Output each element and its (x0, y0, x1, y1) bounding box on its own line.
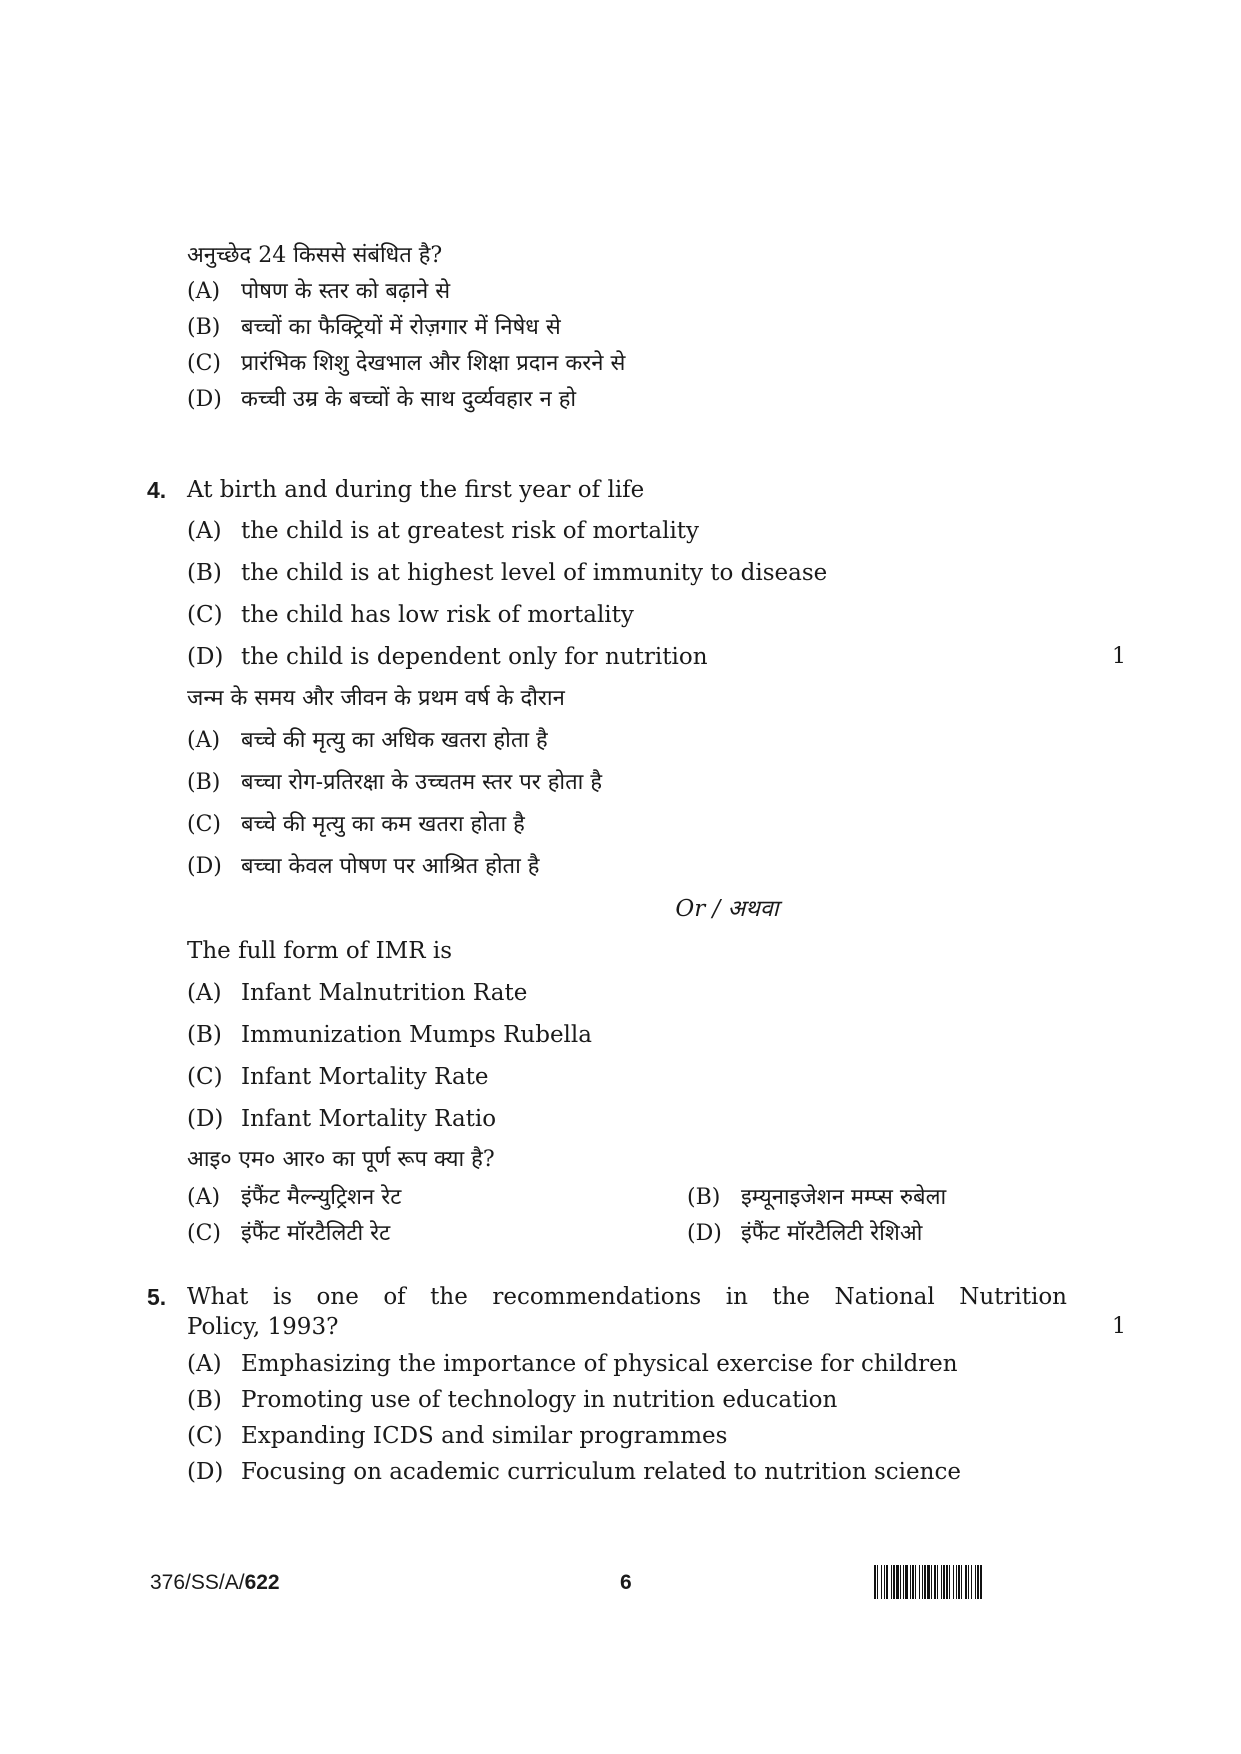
q4-hindi-stem: जन्म के समय और जीवन के प्रथम वर्ष के दौरान (187, 686, 565, 711)
q4-stem: 4. At birth and during the first year of life (187, 470, 1067, 510)
q4-hindi-option-c: (C) बच्चे की मृत्यु का कम खतरा होता है (187, 812, 525, 837)
q4-hindi-option-d: (D) बच्चा केवल पोषण पर आश्रित होता है (187, 854, 540, 879)
barcode (874, 1565, 1130, 1599)
q5-stem-line-2: Policy, 1993? 1 (187, 1314, 1126, 1340)
q4-option-d: (D) the child is dependent only for nutrition 1 (187, 636, 1067, 678)
q4-marks: 1 (1112, 644, 1126, 669)
q5-option-b: (B) Promoting use of technology in nutrition education (187, 1387, 838, 1413)
q4-alt-option-d: (D) Infant Mortality Ratio (187, 1106, 497, 1132)
q4-alt-hindi-row-2 (187, 1216, 1067, 1252)
q5-marks: 1 (1112, 1314, 1126, 1339)
page-footer (150, 1565, 1130, 1605)
q4-option-c: (C) the child has low risk of mortality (187, 602, 634, 628)
q4-number: 4. (147, 477, 167, 503)
q3-hindi-option-c: (C) प्रारंभिक शिशु देखभाल और शिक्षा प्रदान करने से (187, 351, 626, 376)
q5-stem-line-1: 5. What is one of the recommendations in the National Nutrition (147, 1284, 1067, 1310)
q3-hindi-stem: अनुच्छेद 24 किससे संबंधित है? (187, 243, 443, 268)
page-number: 6 (620, 1571, 632, 1594)
q4-alt-hindi-stem: आइ० एम० आर० का पूर्ण रूप क्या है? (187, 1147, 495, 1172)
q4-option-b: (B) the child is at highest level of immunity to disease (187, 560, 828, 586)
q5-number: 5. (147, 1284, 167, 1310)
paper-code: 376/SS/A/622 (150, 1571, 280, 1594)
question-5 (147, 1282, 1126, 1490)
q4-alt-hindi-row-1 (187, 1180, 1067, 1216)
q4-alt-option-b: (B) Immunization Mumps Rubella (187, 1022, 592, 1048)
or-separator: Or / अथवा (675, 896, 779, 922)
q3-hindi-option-b: (B) बच्चों का फैक्ट्रियों में रोज़गार में निषेध से (187, 315, 561, 340)
q5-option-d: (D) Focusing on academic curriculum related to nutrition science (187, 1459, 961, 1485)
q5-option-c: (C) Expanding ICDS and similar programmes (187, 1423, 728, 1449)
q4-alt-hindi-option-a: (A) इंफैंट मैल्न्युट्रिशन रेट (187, 1185, 402, 1210)
q5-option-a: (A) Emphasizing the importance of physical exercise for children (187, 1351, 958, 1377)
q4-hindi-option-a: (A) बच्चे की मृत्यु का अधिक खतरा होता है (187, 728, 548, 753)
q3-hindi-option-a: (A) पोषण के स्तर को बढ़ाने से (187, 279, 451, 304)
q4-alt-hindi-option-d: (D) इंफैंट मॉरटैलिटी रेशिओ (687, 1221, 923, 1246)
q3-hindi-option-d: (D) कच्ची उम्र के बच्चों के साथ दुर्व्यवहार न हो (187, 387, 577, 412)
question-4 (147, 470, 1126, 1252)
q4-alt-option-c: (C) Infant Mortality Rate (187, 1064, 489, 1090)
q3-hindi-block (187, 238, 1067, 418)
q4-option-a: (A) the child is at greatest risk of mortality (187, 518, 700, 544)
q4-alt-option-a: (A) Infant Malnutrition Rate (187, 980, 528, 1006)
q4-alt-stem: The full form of IMR is (187, 938, 452, 964)
q4-hindi-option-b: (B) बच्चा रोग-प्रतिरक्षा के उच्चतम स्तर पर होता है (187, 770, 603, 795)
q4-alt-hindi-option-c: (C) इंफैंट मॉरटैलिटी रेट (187, 1221, 391, 1246)
q4-alt-hindi-option-b: (B) इम्यूनाइजेशन मम्प्स रुबेला (687, 1185, 947, 1210)
